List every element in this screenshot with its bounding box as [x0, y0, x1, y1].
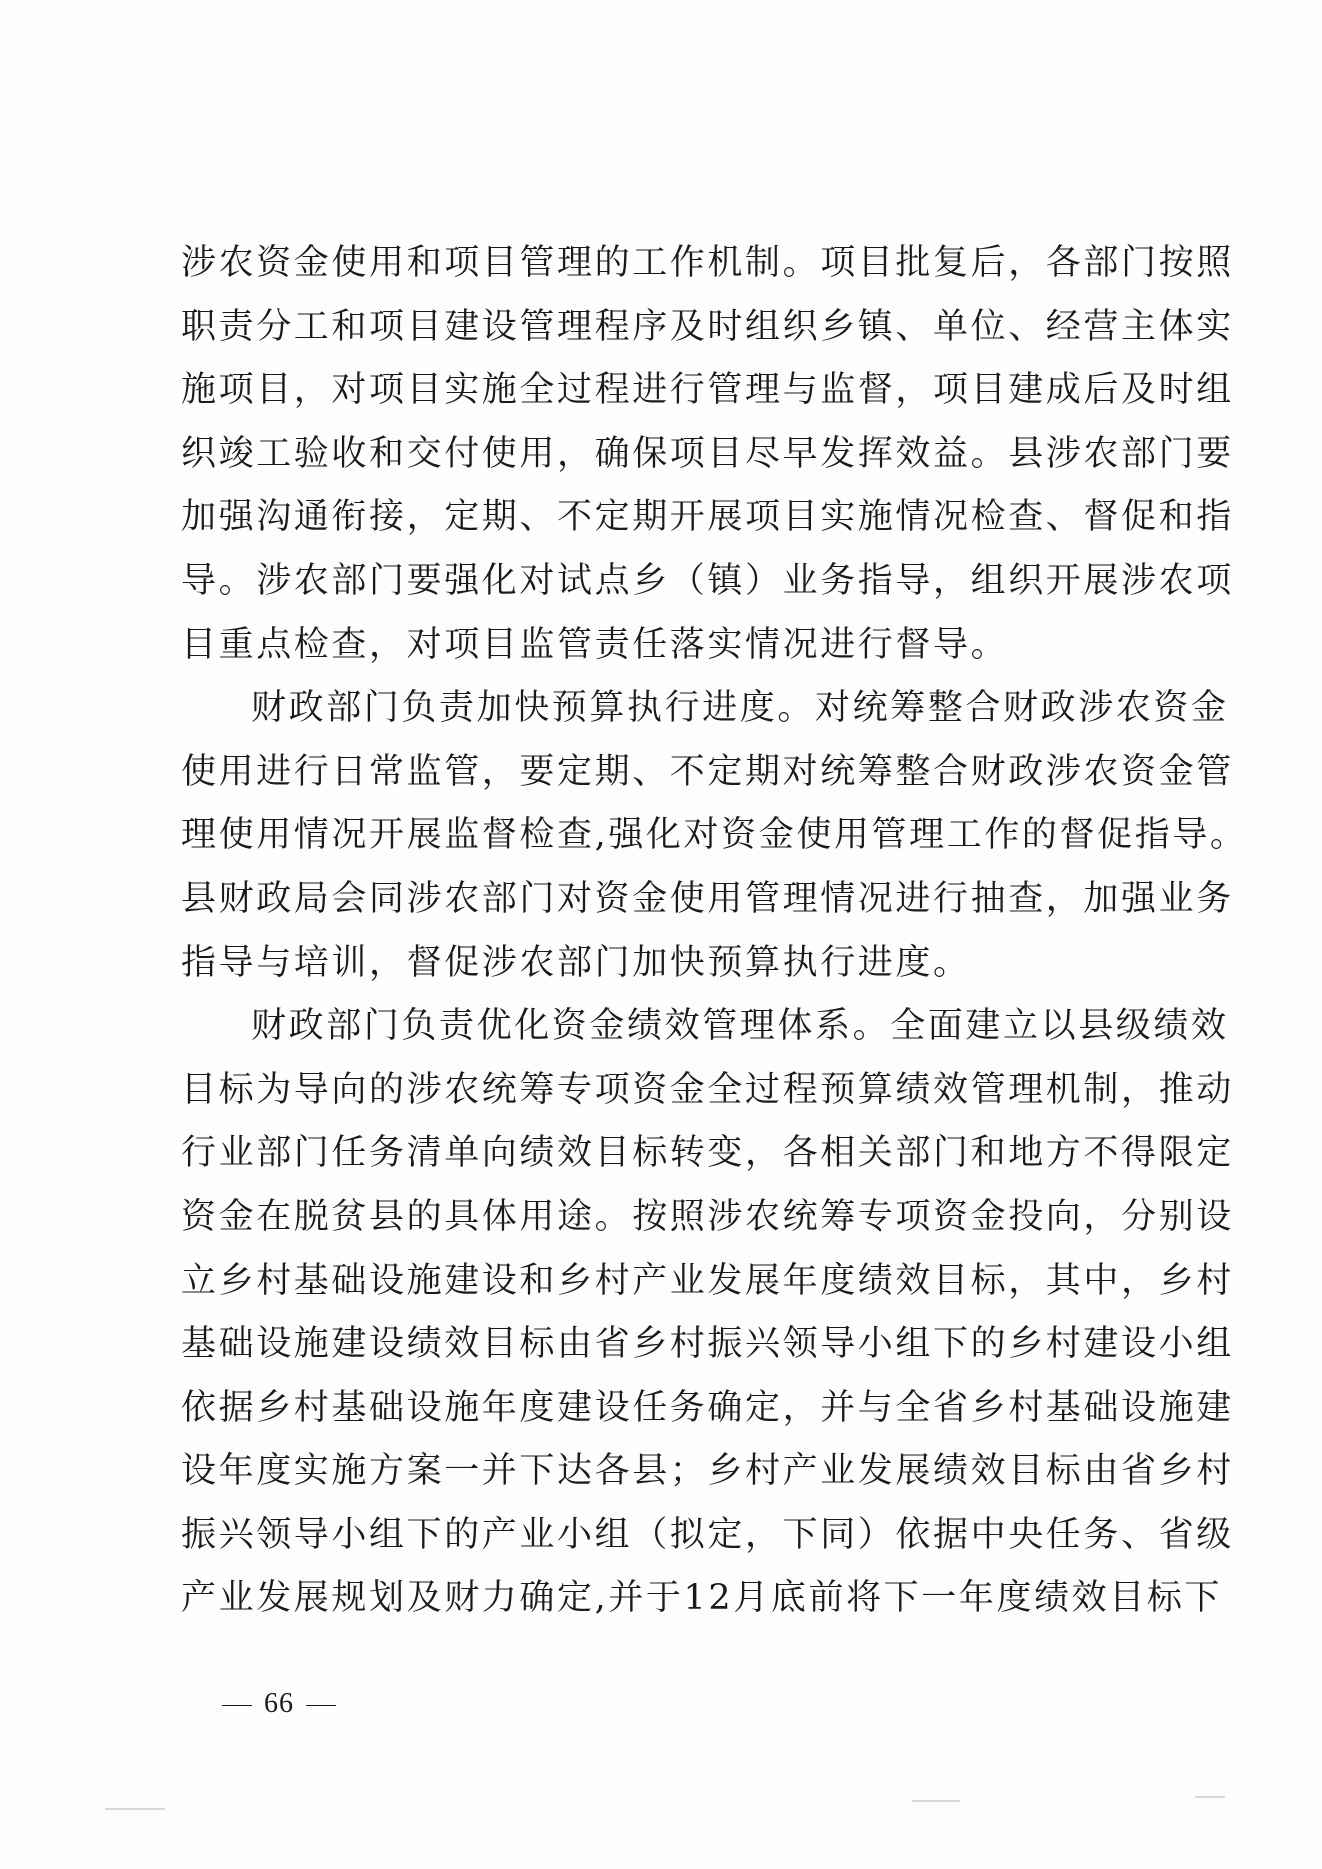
text-line: 施项目，对项目实施全过程进行管理与监督，项目建成后及时组	[181, 370, 1234, 411]
scan-artifact	[912, 1800, 960, 1802]
text-line: 目重点检查，对项目监管责任落实情况进行督导。	[181, 624, 1009, 665]
text-line: 职责分工和项目建设管理程序及时组织乡镇、单位、经营主体实	[181, 306, 1234, 347]
scan-artifact	[105, 1808, 165, 1810]
text-line: 依据乡村基础设施年度建设任务确定，并与全省乡村基础设施建	[181, 1387, 1234, 1428]
text-line: 产业发展规划及财力确定,并于12月底前将下一年度绩效目标下	[181, 1578, 1223, 1619]
text-line: 涉农资金使用和项目管理的工作机制。项目批复后，各部门按照	[181, 243, 1234, 283]
text-line: 加强沟通衔接，定期、不定期开展项目实施情况检查、督促和指	[181, 497, 1234, 538]
text-line: 目标为导向的涉农统筹专项资金全过程预算绩效管理机制，推动	[181, 1069, 1234, 1110]
text-line: 立乡村基础设施建设和乡村产业发展年度绩效目标，其中，乡村	[181, 1260, 1234, 1301]
text-line: 行业部门任务清单向绩效目标转变，各相关部门和地方不得限定	[181, 1133, 1234, 1174]
paragraph-first-line: 财政部门负责加快预算执行进度。对统筹整合财政涉农资金	[251, 688, 1229, 729]
paragraph-first-line: 财政部门负责优化资金绩效管理体系。全面建立以县级绩效	[251, 1006, 1229, 1047]
dash-left	[222, 1705, 252, 1707]
text-line: 县财政局会同涉农部门对资金使用管理情况进行抽查，加强业务	[181, 878, 1234, 919]
text-line: 织竣工验收和交付使用，确保项目尽早发挥效益。县涉农部门要	[181, 433, 1234, 474]
scan-artifact	[1195, 1796, 1225, 1798]
page-number: 66	[264, 1688, 294, 1719]
text-line: 基础设施建设绩效目标由省乡村振兴领导小组下的乡村建设小组	[181, 1324, 1234, 1365]
text-line: 理使用情况开展监督检查,强化对资金使用管理工作的督促指导。	[181, 815, 1248, 856]
text-line: 指导与培训，督促涉农部门加快预算执行进度。	[181, 942, 971, 983]
text-line: 设年度实施方案一并下达各县；乡村产业发展绩效目标由省乡村	[181, 1451, 1234, 1492]
page-number-footer	[210, 1688, 348, 1720]
text-line: 使用进行日常监管，要定期、不定期对统筹整合财政涉农资金管	[181, 751, 1234, 792]
text-line: 导。涉农部门要强化对试点乡（镇）业务指导，组织开展涉农项	[181, 560, 1234, 601]
document-body	[181, 232, 1248, 1631]
text-line: 振兴领导小组下的产业小组（拟定，下同）依据中央任务、省级	[181, 1514, 1234, 1555]
text-line: 资金在脱贫县的具体用途。按照涉农统筹专项资金投向，分别设	[181, 1196, 1234, 1237]
dash-right	[306, 1705, 336, 1707]
